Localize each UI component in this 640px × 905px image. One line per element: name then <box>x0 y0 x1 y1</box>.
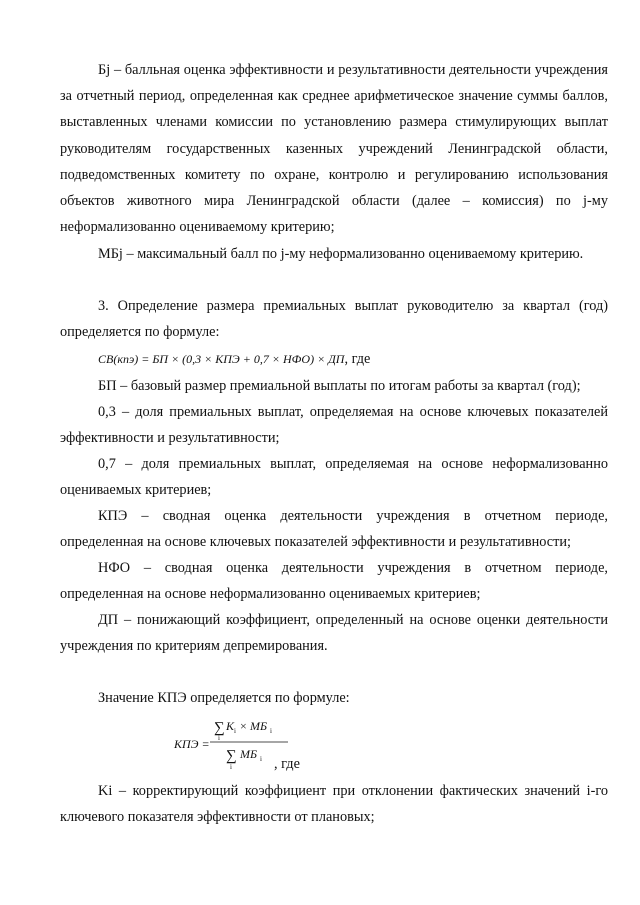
paragraph-section-3: 3. Определение размера премиальных выплат руководителю за квартал (год) определяется по формуле: <box>60 298 608 341</box>
sum-sign-denominator: ∑ <box>226 748 237 764</box>
formula-kpe-suffix: , где <box>274 756 300 772</box>
paragraph-kpe-definition: КПЭ – сводная оценка деятельности учреждения в отчетном периоде, определенная на основе ключевых показателей эффективности и результативности; <box>60 508 608 551</box>
paragraph-dp-definition: ДП – понижающий коэффициент, определенный на основе оценки деятельности учреждения по критериям депремирования. <box>60 612 608 655</box>
paragraph-ki-definition: Ki – корректирующий коэффициент при отклонении фактических значений i-го ключевого показателя эффективности от плановых; <box>60 783 608 826</box>
formula-kpe-denominator-mb: МБ <box>240 747 258 761</box>
sum-index-numerator: i <box>218 734 220 742</box>
paragraph-bj-definition: Бj – балльная оценка эффективности и результативности деятельности учреждения за отчетный период, определенная как среднее арифметическое значение суммы баллов, выставленных членами комиссии по установлению размера стимулирующих выплат руководителям государственных казенных учреждений Ленинградской области, подведомственных комитету по охране, контролю и регулированию использования объектов животного мира Ленинградской области (далее – комиссия) по j-му неформализованно оцениваемому критерию; <box>60 62 608 236</box>
sum-index-denominator: i <box>230 763 232 771</box>
paragraph-nfo-definition: НФО – сводная оценка деятельности учреждения в отчетном периоде, определенная на основе неформализованно оцениваемых критериев; <box>60 560 608 603</box>
paragraph-mbj-definition: МБj – максимальный балл по j-му неформализованно оцениваемому критерию. <box>98 246 584 262</box>
paragraph-kpe-formula-intro: Значение КПЭ определяется по формуле: <box>98 690 350 706</box>
formula-kpe <box>160 712 350 776</box>
paragraph-07-definition: 0,7 – доля премиальных выплат, определяемая на основе неформализованно оцениваемых критериев; <box>60 456 608 499</box>
formula-premium-payment <box>98 346 370 372</box>
formula-kpe-numerator-mb: МБ <box>250 719 268 733</box>
formula-kpe-numerator-k: K <box>226 719 235 733</box>
formula-kpe-denominator-mb-sub: i <box>260 755 262 763</box>
sum-sign-numerator: ∑ <box>214 720 225 736</box>
formula-kpe-lhs: КПЭ = <box>174 737 210 751</box>
formula-kpe-numerator-mb-sub: i <box>270 727 272 735</box>
paragraph-03-definition: 0,3 – доля премиальных выплат, определяемая на основе ключевых показателей эффективности и результативности; <box>60 404 608 447</box>
formula-premium-expression: СВ(кпэ) = БП × (0,3 × КПЭ + 0,7 × НФО) × ДП <box>98 352 345 366</box>
formula-kpe-numerator-k-sub: i <box>234 727 236 735</box>
formula-premium-suffix: , где <box>344 351 371 367</box>
paragraph-bp-definition: БП – базовый размер премиальной выплаты по итогам работы за квартал (год); <box>98 378 581 394</box>
formula-kpe-numerator-times: × <box>240 719 247 733</box>
